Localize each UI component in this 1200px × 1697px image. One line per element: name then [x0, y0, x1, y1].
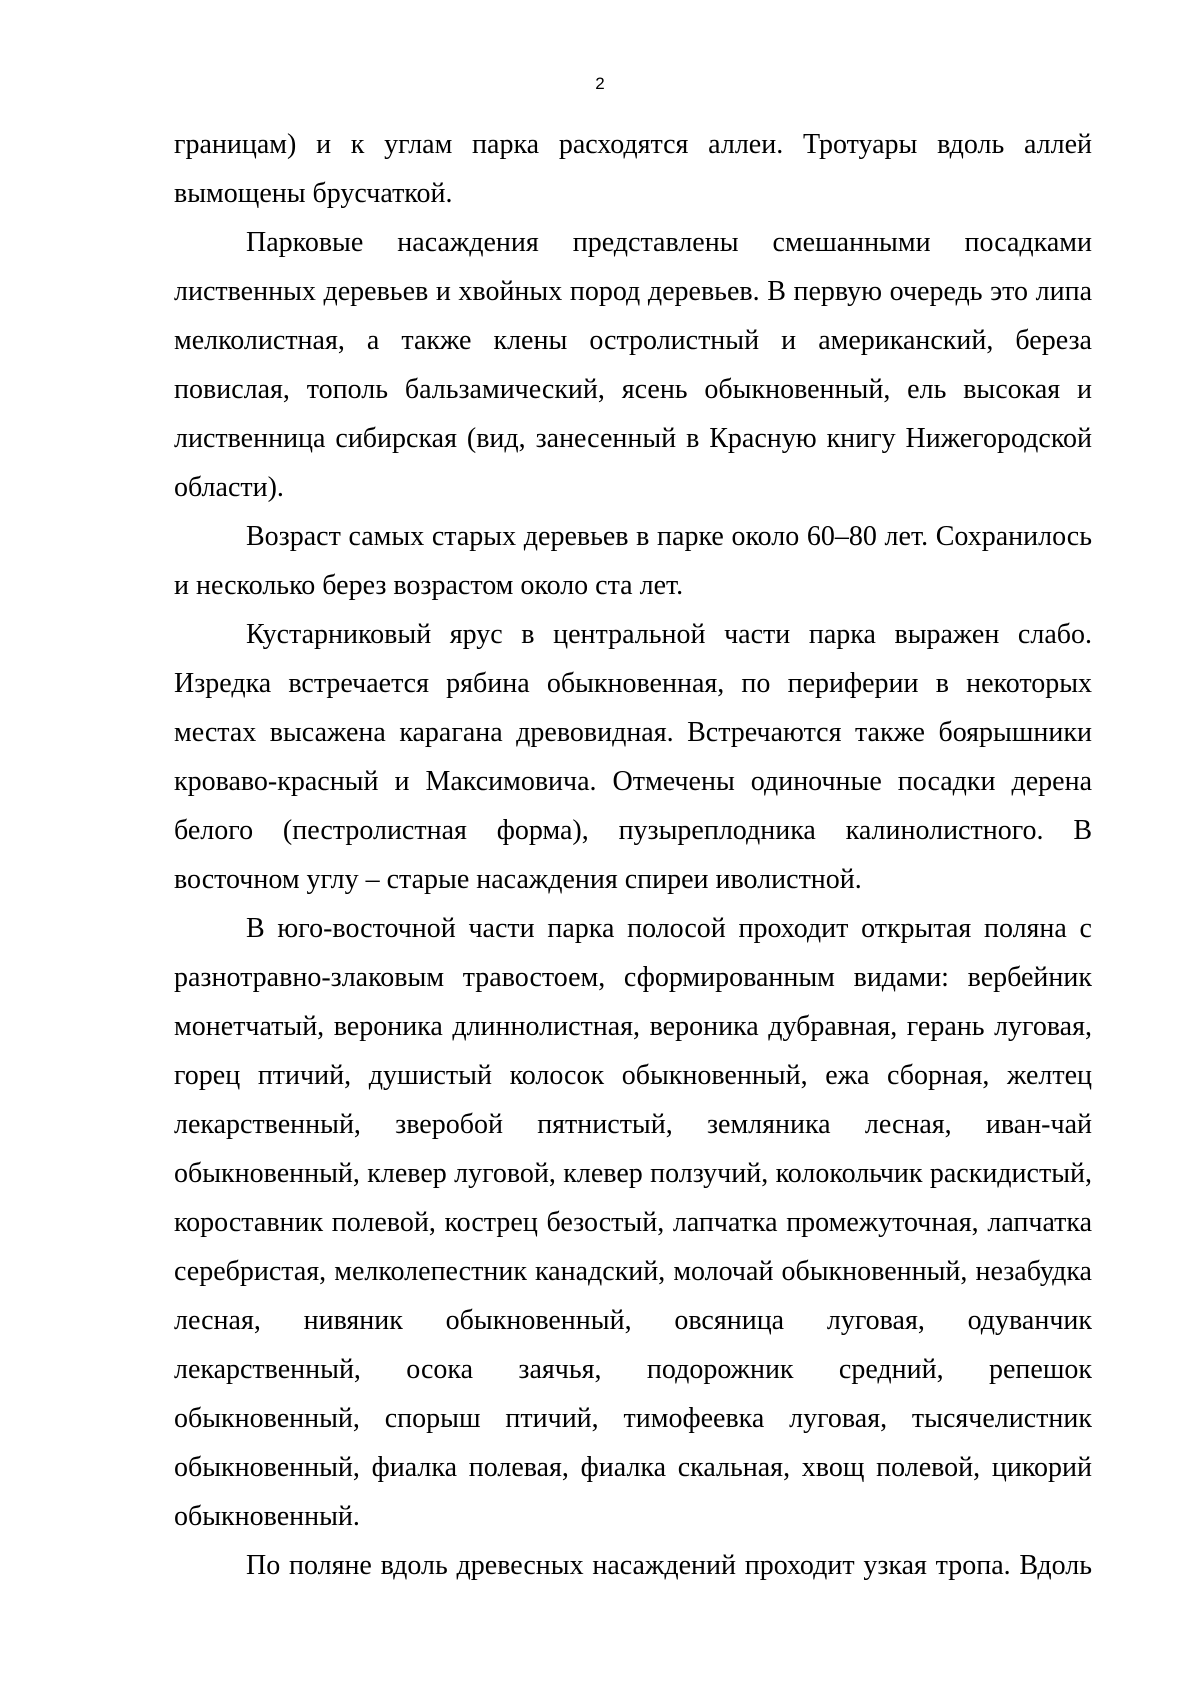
- paragraph-meadow: В юго-восточной части парка полосой проходит открытая поляна с разнотравно-злаковым травостоем, сформированным видами: вербейник монетчатый, вероника длиннолистная, вероника дубравная, герань луговая, горец птичий, душистый колосок обыкновенный, ежа сборная, желтец лекарственный, зверобой пятнистый, земляника лесная, иван-чай обыкновенный, клевер луговой, клевер ползучий, колокольчик раскидистый, короставник полевой, кострец безостый, лапчатка промежуточная, лапчатка серебристая, мелколепестник канадский, молочай обыкновенный, незабудка лесная, нивяник обыкновенный, овсяница луговая, одуванчик лекарственный, осока заячья, подорожник средний, репешок обыкновенный, спорыш птичий, тимофеевка луговая, тысячелистник обыкновенный, фиалка полевая, фиалка скальная, хвощ полевой, цикорий обыкновенный.: [174, 913, 1092, 1532]
- paragraph-alleys: границам) и к углам парка расходятся аллеи. Тротуары вдоль аллей вымощены брусчаткой.: [174, 129, 1092, 209]
- paragraph-plantings: Парковые насаждения представлены смешанными посадками лиственных деревьев и хвойных пород деревьев. В первую очередь это липа мелколистная, а также клены остролистный и американский, береза повислая, тополь бальзамический, ясень обыкновенный, ель высокая и лиственница сибирская (вид, занесенный в Красную книгу Нижегородской области).: [174, 227, 1092, 503]
- paragraph-shrub-layer: Кустарниковый ярус в центральной части парка выражен слабо. Изредка встречается рябина обыкновенная, по периферии в некоторых местах высажена карагана древовидная. Встречаются также боярышники кроваво-красный и Максимовича. Отмечены одиночные посадки дерена белого (пестролистная форма), пузыреплодника калинолистного. В восточном углу – старые насаждения спиреи иволистной.: [174, 619, 1092, 895]
- paragraph-tree-age: Возраст самых старых деревьев в парке около 60–80 лет. Сохранилось и несколько берез возрастом около ста лет.: [174, 521, 1092, 601]
- paragraph-path: По поляне вдоль древесных насаждений проходит узкая тропа. Вдоль: [246, 1550, 1092, 1581]
- page-number: 2: [595, 74, 605, 93]
- document-body: [174, 120, 1092, 1590]
